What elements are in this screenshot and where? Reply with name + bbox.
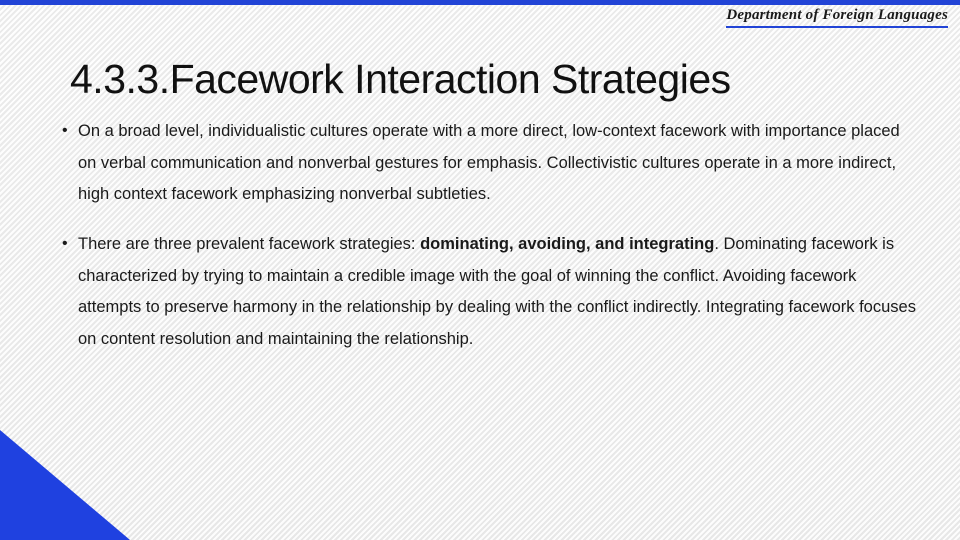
list-item-text: On a broad level, individualistic cultures operate with a more direct, low-context facework with importance placed on verbal communication and nonverbal gestures for emphasis. Collectivistic cultures operate in a more indirect, high context facework emphasizing nonverbal subtleties.	[78, 122, 900, 204]
top-accent-rule	[0, 0, 960, 5]
page-title: 4.3.3.Facework Interaction Strategies	[70, 56, 731, 103]
corner-triangle-decoration	[0, 430, 130, 540]
bullet-marker: •	[62, 122, 68, 139]
slide-body	[60, 116, 920, 374]
bullet-marker: •	[62, 235, 68, 253]
list-item	[60, 116, 920, 211]
list-item-text: There are three prevalent facework strategies: dominating, avoiding, and integrating. Dominating facework is characterized by trying to maintain a credible image with the goal of winning the conflict. Avoiding facework attempts to preserve harmony in the relationship by dealing with the conflict indirectly. Integrating facework focuses on content resolution and maintaining the relationship.	[78, 235, 916, 349]
list-item	[60, 229, 920, 356]
department-label: Department of Foreign Languages	[726, 7, 948, 28]
